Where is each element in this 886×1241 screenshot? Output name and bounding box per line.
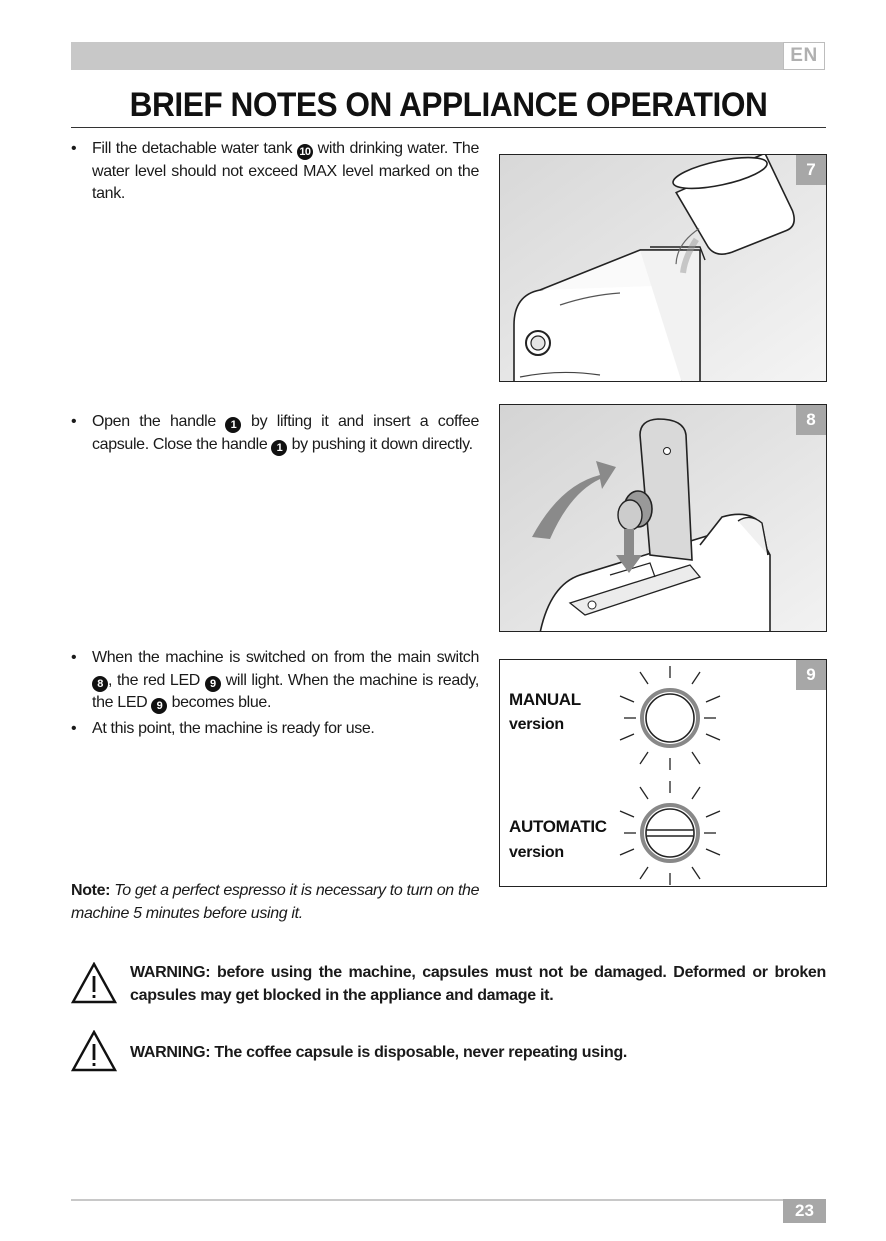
note-text: To get a perfect espresso it is necessary to turn on the machine 5 minutes before using it. [71,882,480,922]
ref-number: 1 [271,440,287,456]
manual-label: MANUAL [509,690,581,709]
water-tank-filling-illustration [500,155,827,382]
page-title: BRIEF NOTES ON APPLIANCE OPERATION [129,86,768,124]
figure-number: 7 [796,155,826,185]
ref-number: 8 [92,676,108,692]
figure-8 [499,404,827,632]
bullet: • [71,649,77,666]
note [71,880,481,925]
step-power-on: • When the machine is switched on from the main switch 8 , the red LED 9 will light. When the machine is ready, the LED 9 becomes blue. • At this point, the machine is ready for use. [71,647,479,740]
warning-capsule-damage [71,962,826,1007]
ref-number: 1 [225,417,241,433]
handle-capsule-illustration [500,405,827,632]
warning-text: WARNING: before using the machine, capsules must not be damaged. Deformed or broken capsules may get blocked in the appliance and damage it. [130,964,826,1004]
warning-triangle-icon [71,1030,117,1072]
step-ready: • At this point, the machine is ready for use. [71,718,479,741]
automatic-version-label: version [509,844,564,861]
title-divider [71,127,826,128]
warning-capsule-disposable [71,1030,826,1072]
automatic-label: AUTOMATIC [509,817,607,836]
ref-number: 9 [205,676,221,692]
manual-version-label: version [509,716,564,733]
warning-text: WARNING: The coffee capsule is disposable, never repeating using. [130,1044,628,1061]
figure-7 [499,154,827,382]
bullet: • [71,719,77,737]
ref-number: 10 [297,144,313,160]
page-number: 23 [783,1199,826,1223]
led-indicator-icon [500,660,827,887]
figure-9 [499,659,827,887]
header-bar [71,42,783,70]
warning-triangle-icon [71,962,117,1004]
ref-number: 9 [151,698,167,714]
bullet: • [71,413,77,430]
language-badge: EN [783,42,825,70]
note-label: Note: [71,882,111,899]
figure-number: 8 [796,405,826,435]
step-insert-capsule: • Open the handle 1 by lifting it and insert a coffee capsule. Close the handle 1 by pushing it down directly. [71,411,479,456]
bullet: • [71,140,77,157]
figure-number: 9 [796,660,826,690]
step-fill-tank: • Fill the detachable water tank 10 with drinking water. The water level should not exceed MAX level marked on the tank. [71,138,479,206]
footer-rule [71,1199,783,1201]
